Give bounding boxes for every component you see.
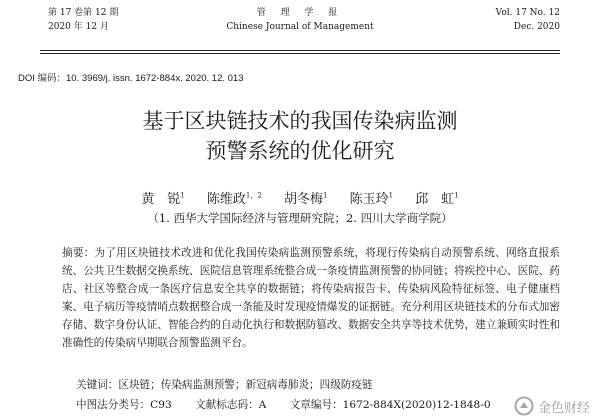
gold-logo-icon bbox=[514, 396, 534, 416]
paper-title bbox=[0, 106, 600, 166]
abstract bbox=[62, 244, 560, 352]
author: 黄 锐$^1$ bbox=[141, 191, 185, 207]
author-list bbox=[0, 188, 600, 207]
affiliation: （1. 西华大学国际经济与管理研究院；2. 四川大学商学院） bbox=[147, 211, 453, 225]
document-code: 文献标志码：A bbox=[195, 399, 267, 411]
author: 陈玉玲$^1$ bbox=[349, 191, 394, 207]
abstract-label: 摘要： bbox=[62, 247, 95, 259]
clc-number: 中图法分类号：C93 bbox=[76, 399, 172, 411]
article-number: 文章编号：1672-884X(2020)12-1848-0 bbox=[289, 399, 491, 411]
watermark-text: 金色财经 bbox=[537, 400, 590, 416]
issue-volume: 第 17 卷第 12 期 bbox=[48, 8, 119, 18]
issue-info-en bbox=[496, 6, 560, 34]
journal-name-cn: 管 理 学 报 bbox=[256, 8, 344, 18]
title-line-2: 预警系统的优化研究 bbox=[205, 139, 395, 163]
author: 胡冬梅$^1$ bbox=[283, 191, 328, 207]
keywords-text: 区块链；传染病监测预警；新冠病毒肺炎；四级防疫链 bbox=[118, 379, 373, 391]
title-line-1: 基于区块链技术的我国传染病监测 bbox=[142, 109, 458, 133]
author: 邱 虹$^1$ bbox=[415, 191, 459, 207]
issue-date: 2020 年 12 月 bbox=[48, 22, 109, 32]
issue-volume-en: Vol. 17 No. 12 bbox=[495, 8, 560, 18]
watermark bbox=[514, 395, 590, 417]
classification-line bbox=[76, 397, 511, 412]
keywords bbox=[76, 377, 373, 392]
keywords-label: 关键词： bbox=[76, 379, 119, 391]
header-divider bbox=[40, 50, 560, 51]
header-divider-secondary bbox=[40, 53, 560, 54]
author: 陈维政$^{1,2}$ bbox=[206, 191, 262, 207]
abstract-text: 为了用区块链技术改进和优化我国传染病监测预警系统，将现行传染病自动预警系统、网络直报系统、公共卫生数据交换系统、医院信息管理系统整合成一条疫情监测预警的协同链；将疾控中心、医院、药店、社区等整合成一条医疗信息安全共享的数据链；将传染病报告卡、传染病风险特征标签、电子健康档案、电子病历等疫情哨点数据整合成一条能及时发现疫情爆发的证据链。充分利用区块链技术的分布式加密存储、数字身份认证、智能合约的自动化执行和数据防篡改、数据安全共享等技术优势，建立兼顾实时性和准确性的传染病早期联合预警监测平台。 bbox=[62, 247, 561, 349]
journal-header bbox=[0, 6, 600, 46]
doi-line: DOI 编码：10. 3969/j. issn. 1672-884x. 2020. 12. 013 bbox=[18, 73, 244, 84]
journal-name-en: Chinese Journal of Management bbox=[226, 22, 374, 32]
issue-date-en: Dec. 2020 bbox=[513, 22, 560, 32]
